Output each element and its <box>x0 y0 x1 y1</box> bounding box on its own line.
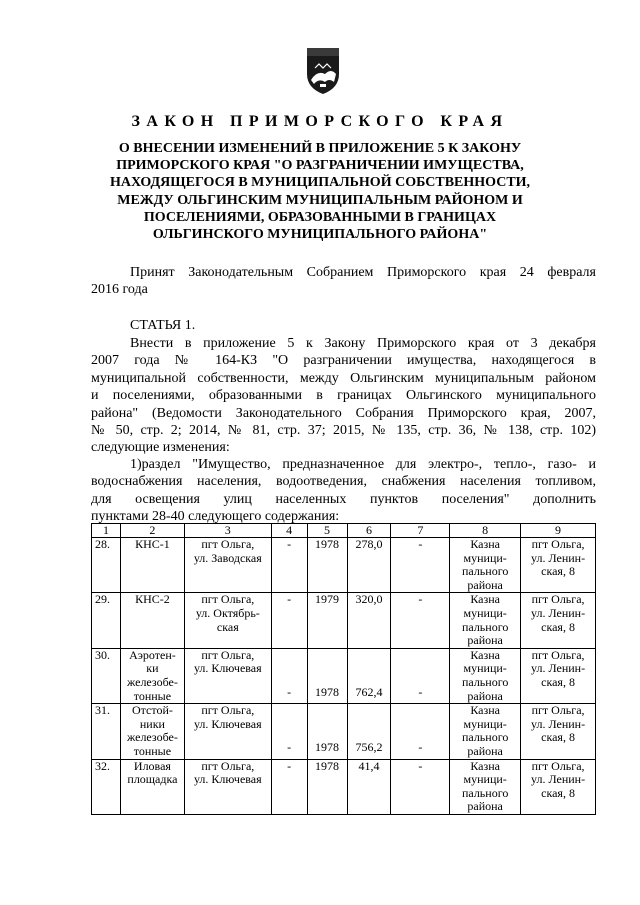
column-7-cell: - <box>391 648 450 703</box>
row-number-cell: 28. <box>92 538 121 593</box>
address-cell: пгт Ольга, ул. Октябрь- ская <box>184 593 271 648</box>
owner-cell: Казна муници- пального района <box>450 759 521 814</box>
adoption-line: 2016 года <box>91 282 148 298</box>
law-subtitle <box>70 140 570 243</box>
row-number-cell: 30. <box>92 648 121 703</box>
table-row <box>92 704 596 759</box>
subtitle-line: О ВНЕСЕНИИ ИЗМЕНЕНИЙ В ПРИЛОЖЕНИЕ 5 К ЗАКОНУ <box>118 141 522 156</box>
column-7-cell: - <box>391 538 450 593</box>
recipient-address-cell: пгт Ольга, ул. Ленин- ская, 8 <box>521 593 596 648</box>
subtitle-line: НАХОДЯЩЕГОСЯ В МУНИЦИПАЛЬНОЙ СОБСТВЕННОСТИ, <box>109 175 531 191</box>
column-7-cell: - <box>391 593 450 648</box>
column-7-cell: - <box>391 759 450 814</box>
paragraph-line: № 50, стр. 2; 2014, № 81, стр. 37; 2015, № 135, стр. 36, № 138, стр. 102) <box>91 423 596 439</box>
object-name-cell: КНС-2 <box>120 593 184 648</box>
object-name-cell: Отстой- ники железобе- тонные <box>120 704 184 759</box>
subtitle-line: ПОСЕЛЕНИЯМИ, ОБРАЗОВАННЫМИ В ГРАНИЦАХ <box>143 209 497 225</box>
paragraph-line: Внести в приложение 5 к Закону Приморского края от 3 декабря <box>130 336 596 351</box>
column-header: 6 <box>347 524 391 538</box>
object-name-cell: Иловая площадка <box>120 759 184 814</box>
paragraph-line: района" (Ведомости Законодательного Собрания Приморского края, 2007, <box>91 405 596 421</box>
column-7-cell: - <box>391 704 450 759</box>
address-cell: пгт Ольга, ул. Ключевая <box>184 704 271 759</box>
subtitle-line: ПРИМОРСКОГО КРАЯ "О РАЗГРАНИЧЕНИИ ИМУЩЕСТВА, <box>116 158 524 174</box>
paragraph-line: и поселениями, образованными в границах Ольгинского муниципального <box>91 388 596 404</box>
paragraph-line: 2007 года № 164-КЗ "О разграничении имущества, находящегося в <box>91 353 596 369</box>
adoption-line: Принят Законодательным Собранием Приморского края 24 февраля <box>130 265 596 280</box>
table-row <box>92 759 596 814</box>
column-header: 4 <box>271 524 307 538</box>
column-header: 8 <box>450 524 521 538</box>
column-header: 9 <box>521 524 596 538</box>
recipient-address-cell: пгт Ольга, ул. Ленин- ская, 8 <box>521 648 596 703</box>
subtitle-line: ОЛЬГИНСКОГО МУНИЦИПАЛЬНОГО РАЙОНА" <box>152 227 488 243</box>
article-paragraph <box>91 335 596 457</box>
owner-cell: Казна муници- пального района <box>450 593 521 648</box>
column-header: 2 <box>120 524 184 538</box>
recipient-address-cell: пгт Ольга, ул. Ленин- ская, 8 <box>521 704 596 759</box>
row-number-cell: 32. <box>92 759 121 814</box>
amendment-paragraph <box>91 456 596 526</box>
table-row <box>92 648 596 703</box>
column-4-cell: - <box>271 704 307 759</box>
subtitle-line: МЕЖДУ ОЛЬГИНСКИМ МУНИЦИПАЛЬНЫМ РАЙОНОМ И <box>117 192 523 208</box>
paragraph-line: пунктами 28-40 следующего содержания: <box>91 509 340 525</box>
year-cell: 1978 <box>307 538 347 593</box>
column-4-cell: - <box>271 538 307 593</box>
column-header: 3 <box>184 524 271 538</box>
object-name-cell: КНС-1 <box>120 538 184 593</box>
recipient-address-cell: пгт Ольга, ул. Ленин- ская, 8 <box>521 759 596 814</box>
value-cell: 762,4 <box>347 648 391 703</box>
year-cell: 1979 <box>307 593 347 648</box>
column-header: 5 <box>307 524 347 538</box>
address-cell: пгт Ольга, ул. Ключевая <box>184 648 271 703</box>
address-cell: пгт Ольга, ул. Ключевая <box>184 759 271 814</box>
owner-cell: Казна муници- пального района <box>450 704 521 759</box>
row-number-cell: 31. <box>92 704 121 759</box>
owner-cell: Казна муници- пального района <box>450 538 521 593</box>
table-row <box>92 538 596 593</box>
primorsky-coat-of-arms-icon <box>303 44 343 96</box>
value-cell: 320,0 <box>347 593 391 648</box>
adoption-statement <box>91 264 596 299</box>
column-header: 1 <box>92 524 121 538</box>
paragraph-line: 1)раздел "Имущество, предназначенное для электро-, тепло-, газо- и <box>130 457 596 472</box>
owner-cell: Казна муници- пального района <box>450 648 521 703</box>
paragraph-line: водоснабжения населения, водоотведения, снабжения населения топливом, <box>91 474 596 490</box>
row-number-cell: 29. <box>92 593 121 648</box>
column-4-cell: - <box>271 759 307 814</box>
year-cell: 1978 <box>307 759 347 814</box>
object-name-cell: Аэротен- ки железобе- тонные <box>120 648 184 703</box>
value-cell: 756,2 <box>347 704 391 759</box>
table-row <box>92 593 596 648</box>
article-heading: СТАТЬЯ 1. <box>130 318 196 333</box>
year-cell: 1978 <box>307 704 347 759</box>
paragraph-line: следующие изменения: <box>91 440 230 456</box>
address-cell: пгт Ольга, ул. Заводская <box>184 538 271 593</box>
paragraph-line: для освещения улиц населенных пунктов поселения" дополнить <box>91 491 596 507</box>
column-4-cell: - <box>271 593 307 648</box>
column-4-cell: - <box>271 648 307 703</box>
paragraph-line: муниципальной собственности, между Ольгинским муниципальным районом <box>91 370 596 386</box>
value-cell: 41,4 <box>347 759 391 814</box>
recipient-address-cell: пгт Ольга, ул. Ленин- ская, 8 <box>521 538 596 593</box>
law-title: ЗАКОН ПРИМОРСКОГО КРАЯ <box>131 113 509 130</box>
property-table <box>91 523 596 815</box>
column-header: 7 <box>391 524 450 538</box>
table-header-row <box>92 524 596 538</box>
year-cell: 1978 <box>307 648 347 703</box>
value-cell: 278,0 <box>347 538 391 593</box>
